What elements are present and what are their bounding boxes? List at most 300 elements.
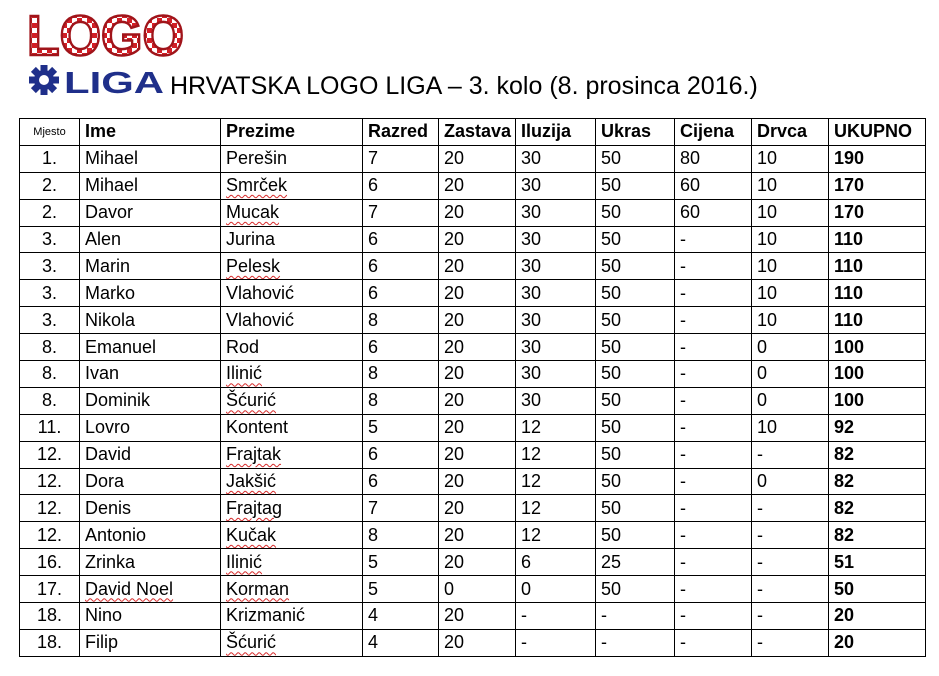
cell-razred xyxy=(363,629,439,656)
cell-prezime-text: Frajtag xyxy=(226,497,283,518)
cell-zastava xyxy=(439,549,516,576)
cell-drvca xyxy=(752,468,829,495)
cell-ukras xyxy=(596,629,675,656)
cell-prezime-text: Frajtak xyxy=(226,444,282,465)
cell-ukras-text: 50 xyxy=(601,202,622,223)
cell-prezime xyxy=(221,522,363,549)
cell-razred-text: 7 xyxy=(368,148,379,169)
cell-ukupno xyxy=(829,522,926,549)
cell-iluzija-text: 12 xyxy=(521,497,542,518)
table-row xyxy=(20,307,926,334)
cell-drvca-text: 0 xyxy=(757,390,768,411)
cell-cijena xyxy=(675,361,752,388)
cell-ukras xyxy=(596,441,675,468)
table-row xyxy=(20,280,926,307)
cell-ukras-text: 50 xyxy=(601,363,622,384)
cell-prezime xyxy=(221,361,363,388)
cell-iluzija xyxy=(516,603,596,630)
cell-iluzija-text: 30 xyxy=(521,229,542,249)
cell-mjesto xyxy=(20,387,80,414)
cell-iluzija xyxy=(516,414,596,441)
cell-iluzija xyxy=(516,549,596,576)
table-row xyxy=(20,172,926,199)
cell-ime-text: Emanuel xyxy=(85,336,157,357)
table-row xyxy=(20,603,926,630)
cell-ukras-text: 50 xyxy=(601,417,622,438)
cell-zastava-text: 20 xyxy=(444,551,465,572)
cell-mjesto-text: 1. xyxy=(41,148,57,169)
cell-cijena xyxy=(675,495,752,522)
cell-iluzija-text: - xyxy=(521,632,527,653)
cell-zastava-text: 20 xyxy=(444,497,465,518)
cell-cijena-text: - xyxy=(680,336,686,357)
cell-ukras-text: 50 xyxy=(601,336,622,357)
table-row xyxy=(20,145,926,172)
cell-mjesto-text: 3. xyxy=(41,229,57,249)
table-row xyxy=(20,441,926,468)
cell-cijena-text: - xyxy=(680,578,686,599)
cell-zastava xyxy=(439,253,516,280)
cell-razred-text: 4 xyxy=(368,632,379,653)
cell-zastava xyxy=(439,522,516,549)
cell-drvca-text: - xyxy=(757,632,763,653)
cell-zastava-text: 20 xyxy=(444,282,465,303)
cell-mjesto xyxy=(20,549,80,576)
gear-icon xyxy=(29,65,59,95)
column-header-ime: Ime xyxy=(80,119,221,146)
cell-prezime xyxy=(221,603,363,630)
cell-drvca-text: 10 xyxy=(757,229,778,249)
table-row xyxy=(20,226,926,253)
table-row xyxy=(20,414,926,441)
cell-ukupno-text: 82 xyxy=(834,471,855,492)
cell-cijena-text: - xyxy=(680,471,686,492)
cell-zastava xyxy=(439,172,516,199)
cell-iluzija-text: 0 xyxy=(521,578,532,599)
cell-ukupno xyxy=(829,361,926,388)
cell-iluzija-text: 30 xyxy=(521,282,542,303)
cell-prezime xyxy=(221,495,363,522)
cell-ime xyxy=(80,414,221,441)
cell-drvca-text: 0 xyxy=(757,471,768,492)
cell-prezime xyxy=(221,576,363,603)
cell-ukras-text: - xyxy=(601,632,607,653)
cell-mjesto-text: 2. xyxy=(41,202,57,223)
cell-prezime-text: Ilinić xyxy=(226,551,263,572)
cell-ukras-text: 50 xyxy=(601,390,622,411)
cell-drvca-text: - xyxy=(757,551,763,572)
cell-mjesto xyxy=(20,145,80,172)
cell-mjesto xyxy=(20,522,80,549)
cell-cijena xyxy=(675,549,752,576)
cell-razred xyxy=(363,226,439,253)
cell-drvca-text: 10 xyxy=(757,282,778,303)
cell-ime-text: Antonio xyxy=(85,524,147,545)
cell-ukras xyxy=(596,495,675,522)
column-header-iluzija: Iluzija xyxy=(516,119,596,146)
cell-zastava xyxy=(439,145,516,172)
cell-iluzija-text: 12 xyxy=(521,524,542,545)
column-header-ukupno: UKUPNO xyxy=(829,119,926,146)
cell-ukupno-text: 190 xyxy=(834,148,865,169)
cell-iluzija xyxy=(516,280,596,307)
cell-ukras-text: 50 xyxy=(601,444,622,465)
cell-drvca-text: 0 xyxy=(757,363,768,384)
cell-iluzija-text: 30 xyxy=(521,336,542,357)
cell-mjesto-text: 12. xyxy=(36,524,63,545)
cell-prezime xyxy=(221,441,363,468)
table-row xyxy=(20,522,926,549)
table-row xyxy=(20,361,926,388)
cell-iluzija xyxy=(516,334,596,361)
cell-cijena-text: 80 xyxy=(680,148,701,169)
cell-prezime-text: Vlahović xyxy=(226,282,295,303)
cell-iluzija xyxy=(516,441,596,468)
cell-drvca-text: - xyxy=(757,497,763,518)
cell-zastava-text: 20 xyxy=(444,255,465,276)
cell-ukupno-text: 82 xyxy=(834,524,855,545)
cell-zastava-text: 20 xyxy=(444,363,465,384)
cell-cijena-text: - xyxy=(680,390,686,411)
cell-razred-text: 6 xyxy=(368,175,379,196)
cell-mjesto-text: 3. xyxy=(41,282,57,303)
table-row xyxy=(20,549,926,576)
cell-ime xyxy=(80,603,221,630)
table-row xyxy=(20,387,926,414)
cell-ukupno-text: 100 xyxy=(834,363,865,384)
cell-mjesto xyxy=(20,307,80,334)
cell-razred xyxy=(363,603,439,630)
cell-drvca-text: 10 xyxy=(757,309,778,330)
cell-prezime xyxy=(221,280,363,307)
cell-prezime xyxy=(221,468,363,495)
cell-cijena-text: - xyxy=(680,632,686,653)
cell-razred-text: 8 xyxy=(368,309,379,330)
column-header-drvca: Drvca xyxy=(752,119,829,146)
cell-ukras-text: - xyxy=(601,605,607,626)
cell-ukupno xyxy=(829,495,926,522)
cell-mjesto xyxy=(20,441,80,468)
cell-zastava xyxy=(439,576,516,603)
cell-ukras-text: 50 xyxy=(601,497,622,518)
cell-ime-text: Nikola xyxy=(85,309,136,330)
logo-gear-liga xyxy=(28,64,168,98)
cell-prezime xyxy=(221,334,363,361)
cell-zastava xyxy=(439,226,516,253)
cell-mjesto-text: 16. xyxy=(36,551,63,572)
cell-ime xyxy=(80,280,221,307)
cell-ime-text: Marin xyxy=(85,255,131,276)
results-table xyxy=(19,118,926,657)
cell-cijena xyxy=(675,334,752,361)
cell-ukupno xyxy=(829,414,926,441)
cell-drvca-text: 10 xyxy=(757,148,778,169)
cell-iluzija-text: 6 xyxy=(521,551,532,572)
cell-ukupno xyxy=(829,280,926,307)
cell-cijena-text: - xyxy=(680,551,686,572)
cell-razred-text: 6 xyxy=(368,255,379,276)
cell-razred xyxy=(363,361,439,388)
cell-cijena xyxy=(675,414,752,441)
cell-prezime xyxy=(221,549,363,576)
cell-ukras-text: 50 xyxy=(601,578,622,599)
cell-ukupno-text: 110 xyxy=(834,282,864,303)
cell-cijena xyxy=(675,199,752,226)
cell-ukupno xyxy=(829,334,926,361)
cell-ukras-text: 50 xyxy=(601,524,622,545)
cell-iluzija xyxy=(516,226,596,253)
cell-drvca xyxy=(752,522,829,549)
cell-prezime-text: Pelesk xyxy=(226,255,281,276)
cell-ukras-text: 50 xyxy=(601,309,622,330)
cell-ukupno xyxy=(829,441,926,468)
table-row xyxy=(20,495,926,522)
cell-ukupno-text: 100 xyxy=(834,390,865,411)
cell-ukupno xyxy=(829,253,926,280)
cell-ukupno-text: 100 xyxy=(834,336,865,357)
cell-razred xyxy=(363,495,439,522)
cell-razred xyxy=(363,145,439,172)
cell-cijena-text: - xyxy=(680,229,686,249)
cell-prezime-text: Ilinić xyxy=(226,363,263,384)
cell-ukras xyxy=(596,468,675,495)
cell-drvca xyxy=(752,603,829,630)
cell-prezime xyxy=(221,307,363,334)
cell-drvca xyxy=(752,495,829,522)
cell-mjesto xyxy=(20,414,80,441)
cell-ime-text: Zrinka xyxy=(85,551,136,572)
cell-cijena xyxy=(675,603,752,630)
cell-ukupno xyxy=(829,199,926,226)
cell-cijena-text: - xyxy=(680,497,686,518)
cell-ukras-text: 25 xyxy=(601,551,622,572)
cell-drvca-text: - xyxy=(757,524,763,545)
cell-razred xyxy=(363,307,439,334)
cell-cijena-text: 60 xyxy=(680,202,701,223)
cell-razred xyxy=(363,253,439,280)
cell-drvca xyxy=(752,226,829,253)
cell-razred-text: 6 xyxy=(368,336,379,357)
cell-mjesto xyxy=(20,253,80,280)
cell-ime-text: Lovro xyxy=(85,417,131,438)
cell-cijena xyxy=(675,172,752,199)
table-row xyxy=(20,199,926,226)
cell-prezime-text: Korman xyxy=(226,578,290,599)
cell-drvca xyxy=(752,307,829,334)
cell-razred xyxy=(363,549,439,576)
cell-drvca xyxy=(752,441,829,468)
cell-drvca-text: 0 xyxy=(757,336,768,357)
cell-iluzija-text: 12 xyxy=(521,471,542,492)
cell-zastava xyxy=(439,307,516,334)
cell-ukupno-text: 170 xyxy=(834,202,865,223)
column-header-cijena: Cijena xyxy=(675,119,752,146)
cell-ukras-text: 50 xyxy=(601,229,622,249)
cell-iluzija-text: 30 xyxy=(521,309,542,330)
cell-ime xyxy=(80,145,221,172)
cell-zastava-text: 20 xyxy=(444,336,465,357)
cell-zastava xyxy=(439,441,516,468)
cell-cijena-text: - xyxy=(680,605,686,626)
cell-razred xyxy=(363,199,439,226)
cell-ime xyxy=(80,172,221,199)
cell-cijena xyxy=(675,576,752,603)
cell-cijena-text: - xyxy=(680,417,686,438)
cell-razred-text: 5 xyxy=(368,578,379,599)
cell-drvca xyxy=(752,334,829,361)
header xyxy=(22,8,922,108)
cell-drvca xyxy=(752,387,829,414)
column-header-razred: Razred xyxy=(363,119,439,146)
cell-prezime xyxy=(221,226,363,253)
cell-mjesto-text: 12. xyxy=(36,444,63,465)
cell-prezime-text: Perešin xyxy=(226,148,288,169)
cell-zastava-text: 20 xyxy=(444,605,465,626)
cell-cijena-text: - xyxy=(680,444,686,465)
cell-cijena xyxy=(675,629,752,656)
cell-ime-text: David Noel xyxy=(85,578,174,599)
cell-mjesto-text: 8. xyxy=(41,336,57,357)
cell-prezime-text: Krizmanić xyxy=(226,605,306,626)
cell-mjesto-text: 12. xyxy=(36,471,63,492)
table-row xyxy=(20,468,926,495)
cell-ukras xyxy=(596,576,675,603)
cell-drvca xyxy=(752,280,829,307)
cell-ukras-text: 50 xyxy=(601,175,622,196)
cell-iluzija xyxy=(516,495,596,522)
cell-ime-text: Mihael xyxy=(85,175,139,196)
cell-ime xyxy=(80,468,221,495)
cell-drvca-text: 10 xyxy=(757,175,778,196)
cell-ukupno-text: 51 xyxy=(834,551,855,572)
cell-razred-text: 7 xyxy=(368,202,379,223)
cell-mjesto xyxy=(20,226,80,253)
cell-prezime xyxy=(221,253,363,280)
cell-ime xyxy=(80,522,221,549)
cell-cijena xyxy=(675,280,752,307)
cell-zastava xyxy=(439,334,516,361)
column-header-ukras: Ukras xyxy=(596,119,675,146)
cell-razred xyxy=(363,576,439,603)
cell-ime-text: Filip xyxy=(85,632,119,653)
cell-prezime-text: Jakšić xyxy=(226,471,277,492)
cell-ukupno-text: 110 xyxy=(834,255,864,276)
cell-zastava-text: 20 xyxy=(444,148,465,169)
cell-iluzija-text: 12 xyxy=(521,444,542,465)
cell-ukras xyxy=(596,226,675,253)
cell-ukras xyxy=(596,387,675,414)
cell-zastava-text: 20 xyxy=(444,632,465,653)
cell-iluzija-text: 30 xyxy=(521,255,542,276)
cell-zastava-text: 20 xyxy=(444,471,465,492)
cell-razred xyxy=(363,387,439,414)
cell-ukupno-text: 170 xyxy=(834,175,865,196)
cell-prezime-text: Mucak xyxy=(226,202,280,223)
cell-prezime-text: Jurina xyxy=(226,229,276,249)
cell-cijena-text: - xyxy=(680,282,686,303)
cell-iluzija-text: 12 xyxy=(521,417,542,438)
cell-zastava-text: 20 xyxy=(444,309,465,330)
cell-ukupno xyxy=(829,226,926,253)
cell-ukupno-text: 82 xyxy=(834,444,855,465)
logo-checkered-wordmark xyxy=(27,8,187,60)
cell-ime xyxy=(80,361,221,388)
cell-razred xyxy=(363,522,439,549)
cell-zastava-text: 20 xyxy=(444,417,465,438)
cell-ukupno xyxy=(829,307,926,334)
cell-ime xyxy=(80,334,221,361)
cell-ime-text: Dominik xyxy=(85,390,151,411)
cell-drvca xyxy=(752,145,829,172)
cell-iluzija-text: - xyxy=(521,605,527,626)
cell-ukupno-text: 110 xyxy=(834,309,864,330)
table-header-row xyxy=(20,119,926,146)
cell-mjesto-text: 17. xyxy=(36,578,63,599)
cell-zastava xyxy=(439,199,516,226)
cell-ukras-text: 50 xyxy=(601,471,622,492)
cell-iluzija-text: 30 xyxy=(521,175,542,196)
cell-ime-text: Nino xyxy=(85,605,123,626)
cell-zastava-text: 20 xyxy=(444,202,465,223)
cell-prezime-text: Vlahović xyxy=(226,309,295,330)
cell-cijena xyxy=(675,522,752,549)
cell-zastava xyxy=(439,629,516,656)
cell-ime xyxy=(80,576,221,603)
cell-ime-text: Dora xyxy=(85,471,125,492)
cell-prezime-text: Rod xyxy=(226,336,260,357)
cell-drvca-text: - xyxy=(757,605,763,626)
cell-zastava xyxy=(439,361,516,388)
cell-drvca xyxy=(752,576,829,603)
cell-ime-text: Alen xyxy=(85,229,122,249)
cell-cijena xyxy=(675,441,752,468)
cell-mjesto-text: 11. xyxy=(37,417,62,438)
cell-ime-text: Davor xyxy=(85,202,134,223)
cell-ime xyxy=(80,495,221,522)
cell-ukras xyxy=(596,307,675,334)
cell-razred-text: 7 xyxy=(368,497,379,518)
cell-razred-text: 8 xyxy=(368,390,379,411)
cell-mjesto xyxy=(20,172,80,199)
cell-drvca-text: 10 xyxy=(757,202,778,223)
cell-iluzija xyxy=(516,629,596,656)
cell-mjesto xyxy=(20,199,80,226)
cell-razred-text: 8 xyxy=(368,363,379,384)
cell-razred xyxy=(363,414,439,441)
cell-ukupno xyxy=(829,549,926,576)
cell-mjesto xyxy=(20,603,80,630)
cell-ukras xyxy=(596,361,675,388)
cell-ukras xyxy=(596,145,675,172)
cell-iluzija xyxy=(516,576,596,603)
cell-ime xyxy=(80,253,221,280)
cell-ukras-text: 50 xyxy=(601,282,622,303)
cell-ime xyxy=(80,387,221,414)
cell-mjesto xyxy=(20,468,80,495)
cell-ukupno-text: 20 xyxy=(834,605,855,626)
cell-ime xyxy=(80,629,221,656)
cell-cijena-text: - xyxy=(680,255,686,276)
cell-ukras xyxy=(596,172,675,199)
cell-drvca xyxy=(752,253,829,280)
cell-cijena xyxy=(675,253,752,280)
cell-drvca xyxy=(752,361,829,388)
cell-iluzija xyxy=(516,253,596,280)
page-title: HRVATSKA LOGO LIGA – 3. kolo (8. prosinca 2016.) xyxy=(170,72,758,100)
cell-prezime xyxy=(221,629,363,656)
cell-ime-text: Ivan xyxy=(85,363,120,384)
cell-zastava-text: 20 xyxy=(444,175,465,196)
